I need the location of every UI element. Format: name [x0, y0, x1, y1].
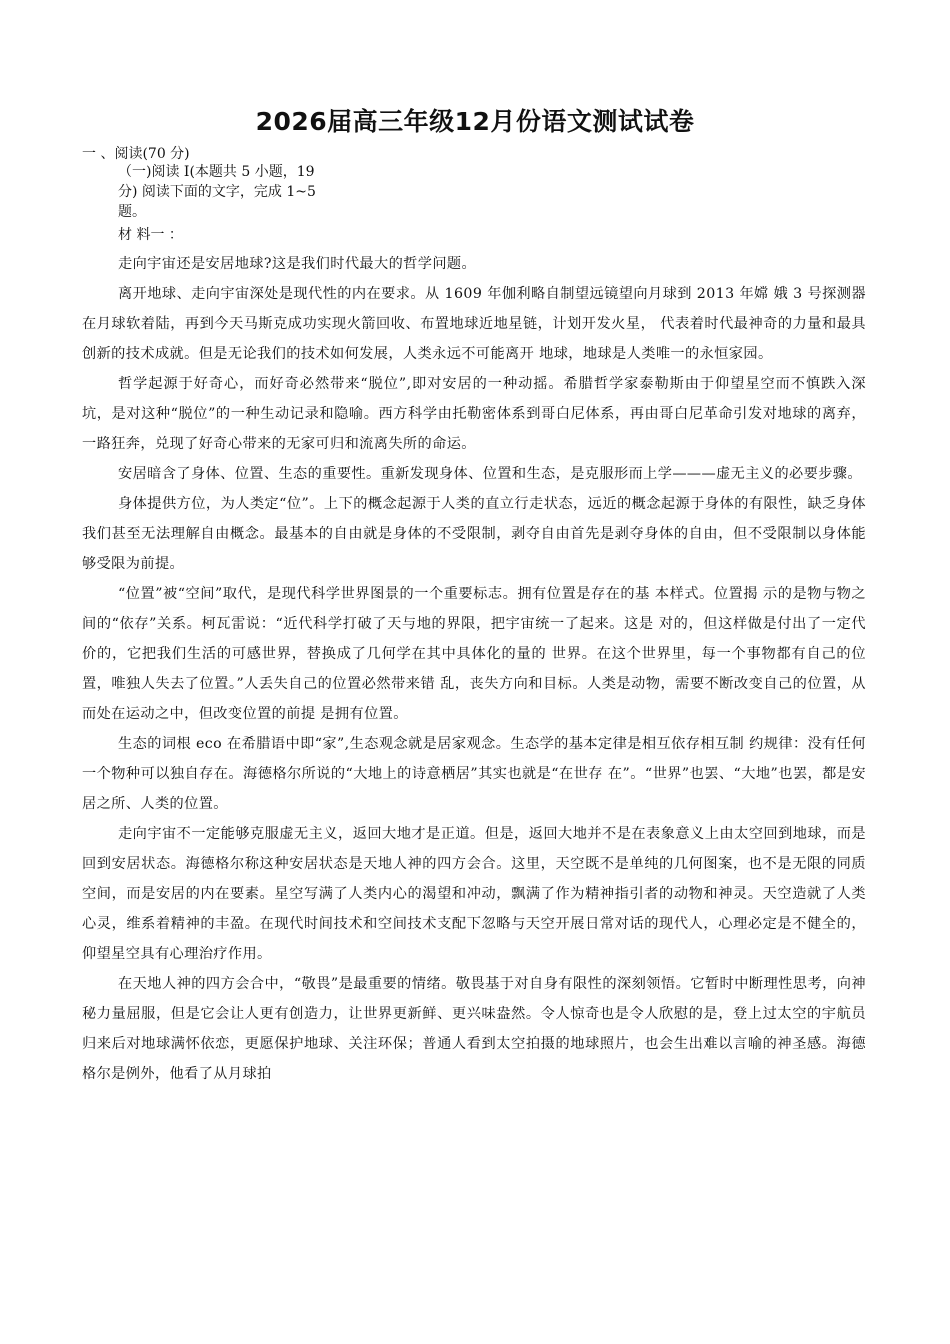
paragraph: 走向宇宙还是安居地球?这是我们时代最大的哲学问题。	[118, 256, 477, 272]
paragraph: 生态的词根 eco 在希腊语中即“家”,生态观念就是居家观念。生态学的基本定律是相互依存相互制 约规律：没有任何一个物种可以独自存在。海德格尔所说的“大地上的诗意栖居”其实也就是“在世存 在”。“世界”也罢、“大地”也罢，都是安居之所、人类的位置。	[82, 736, 866, 812]
material-label: 材 料一 ：	[118, 227, 183, 243]
paragraph: 哲学起源于好奇心，而好奇必然带来“脱位”,即对安居的一种动摇。希腊哲学家泰勒斯由于仰望星空而不慎跌入深坑，是对这种“脱位”的一种生动记录和隐喻。西方科学由托勒密体系到哥白尼体系，再由哥白尼革命引发对地球的离弃， 一路狂奔，兑现了好奇心带来的无家可归和流离失所的命运。	[82, 376, 866, 452]
paragraph: 离开地球、走向宇宙深处是现代性的内在要求。从 1609 年伽利略自制望远镜望向月球到 2013 年嫦 娥 3 号探测器在月球软着陆，再到今天马斯克成功实现火箭回收、布置地球近地星链，计划开发火星， 代表着时代最神奇的力量和最具创新的技术成就。但是无论我们的技术如何发展，人类永远不可能离开 地球，地球是人类唯一的永恒家园。	[82, 286, 866, 362]
section-heading: 一 、阅读(70 分)	[82, 146, 190, 162]
paragraph: 在天地人神的四方会合中，“敬畏”是最重要的情绪。敬畏基于对自身有限性的深刻领悟。它暂时中断理性思考，向神秘力量屈服，但是它会让人更有创造力，让世界更新鲜、更兴味盎然。令人惊奇也是令人欣慰的是，登上过太空的宇航员归来后对地球满怀依恋，更愿保护地球、关注环保；普通人看到太空拍摄的地球照片，也会生出难以言喻的神圣感。海德格尔是例外，他看了从月球拍	[82, 976, 866, 1082]
exam-title: 2026届高三年级12月份语文测试试卷	[255, 107, 695, 136]
passage-body	[82, 249, 866, 1089]
paragraph: “位置”被“空间”取代，是现代科学世界图景的一个重要标志。拥有位置是存在的基 本样式。位置揭 示的是物与物之间的“依存”关系。柯瓦雷说：“近代科学打破了天与地的界限，把宇宙统一了起来。这是 对的，但这样做是付出了一定代价的，它把我们生活的可感世界，替换成了几何学在其中具体化的量的 世界。在这个世界里，每一个事物都有自己的位置，唯独人失去了位置。”人丢失自己的位置必然带来错 乱，丧失方向和目标。人类是动物，需要不断改变自己的位置，从而处在运动之中，但改变位置的前提 是拥有位置。	[82, 586, 866, 722]
paragraph: 安居暗含了身体、位置、生态的重要性。重新发现身体、位置和生态，是克服形而上学———虚无主义的必要步骤。	[118, 466, 862, 482]
intro-line-2: 分) 阅读下面的文字，完成 1~5	[118, 184, 316, 200]
paragraph: 走向宇宙不一定能够克服虚无主义，返回大地才是正道。但是，返回大地并不是在表象意义上由太空回到地球，而是回到安居状态。海德格尔称这种安居状态是天地人神的四方会合。这里，天空既不是单纯的几何图案，也不是无限的同质空间，而是安居的内在要素。星空写满了人类内心的渴望和冲动，飘满了作为精神指引者的动物和神灵。天空造就了人类心灵，维系着精神的丰盈。在现代时间技术和空间技术支配下忽略与天空开展日常对话的现代人，心理必定是不健全的，仰望星空具有心理治疗作用。	[82, 826, 866, 962]
paragraph: 身体提供方位，为人类定“位”。上下的概念起源于人类的直立行走状态，远近的概念起源于身体的有限性，缺乏身体我们甚至无法理解自由概念。最基本的自由就是身体的不受限制，剥夺自由首先是剥夺身体的自由，但不受限制以身体能够受限为前提。	[82, 496, 866, 572]
intro-line-3: 题。	[118, 204, 146, 220]
intro-line-1: （一)阅读 I(本题共 5 小题，19	[118, 164, 315, 180]
